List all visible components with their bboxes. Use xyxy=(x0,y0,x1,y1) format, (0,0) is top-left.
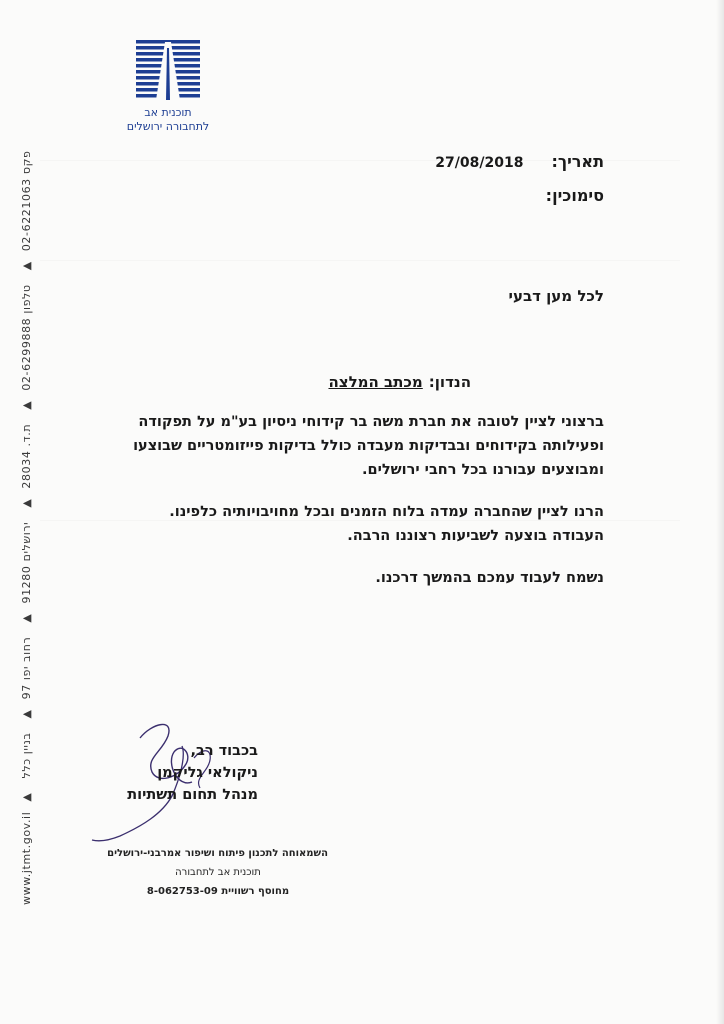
addressee: לכל מען דבעי xyxy=(508,287,604,305)
logo-text-line1: תוכנית אב xyxy=(144,106,192,119)
body-paragraph-1 xyxy=(133,410,604,482)
side-fax: פקס 02-6221063 xyxy=(20,150,33,252)
signer-name: ניקולאי גליקמן xyxy=(157,765,258,781)
paragraph-1-line-2: ופעילותה בקידוחים ובבדיקות מעבדה כולל בדיקות פייזומטריים שבוצעו xyxy=(133,438,604,454)
subject-label: הנדון: xyxy=(428,373,471,391)
body-paragraph-2 xyxy=(169,500,604,548)
road-logo-icon xyxy=(136,40,200,102)
subject-line xyxy=(328,373,471,391)
reference-label: סימוכין: xyxy=(545,186,604,205)
date-value: 27/08/2018 xyxy=(435,155,524,171)
official-stamp xyxy=(108,848,328,897)
side-phone: טלפון 02-6299888 xyxy=(20,284,33,391)
date-row xyxy=(435,152,604,171)
side-building: בניין כלל xyxy=(20,732,33,779)
body-paragraph-3: נשמח לעבוד עמכם בהמשך דרכנו. xyxy=(375,570,604,586)
paragraph-1-line-3: ומבוצעים עבורנו בכל רחבי ירושלים. xyxy=(362,462,604,478)
paragraph-2-line-1: הרנו לציין שהחברה עמדה בלוח הזמנים ובכל מחויבויותיה כלפינו. xyxy=(169,504,604,520)
closing-greeting: בכבוד רב, xyxy=(190,743,258,759)
paragraph-2-line-2: העבודה בוצעה לשביעות רצוננו הרבה. xyxy=(347,528,604,544)
side-pobox: ת.ד. 28034 xyxy=(20,423,33,489)
closing-block xyxy=(127,740,258,806)
stamp-line-2: תוכנית אב לתחבורה xyxy=(175,867,261,878)
stamp-line-3: מחוסף רשוויית 8-062753-09 xyxy=(146,886,290,897)
side-city: ירושלים 91280 xyxy=(20,521,33,604)
logo-text-line2: לתחבורה ירושלים xyxy=(126,120,210,133)
side-web: www.jtmt.gov.il xyxy=(20,811,33,905)
stamp-line-1: השמאוחה לתכנון פיתוח ושיפור אמרבני-ירושלים xyxy=(107,848,328,859)
signer-title: מנהל תחום תשתיות xyxy=(127,787,258,803)
date-label: תאריך: xyxy=(551,152,604,171)
subject-value: מכתב המלצה xyxy=(328,373,423,391)
organization-logo xyxy=(112,40,224,134)
paragraph-1-line-1: ברצוני לציין לטובה את חברת משה בר קידוחי ניסיון בע"מ על תפקודה xyxy=(138,414,604,430)
contact-side-strip: www.jtmt.gov.il▲ פקס 02-6221063▲ טלפון 02-6299888▲ ת.ד. 28034▲ ירושלים 91280▲ רחוב יפו 97▲ בניין כלל xyxy=(20,150,33,905)
side-street: רחוב יפו 97 xyxy=(20,636,33,700)
